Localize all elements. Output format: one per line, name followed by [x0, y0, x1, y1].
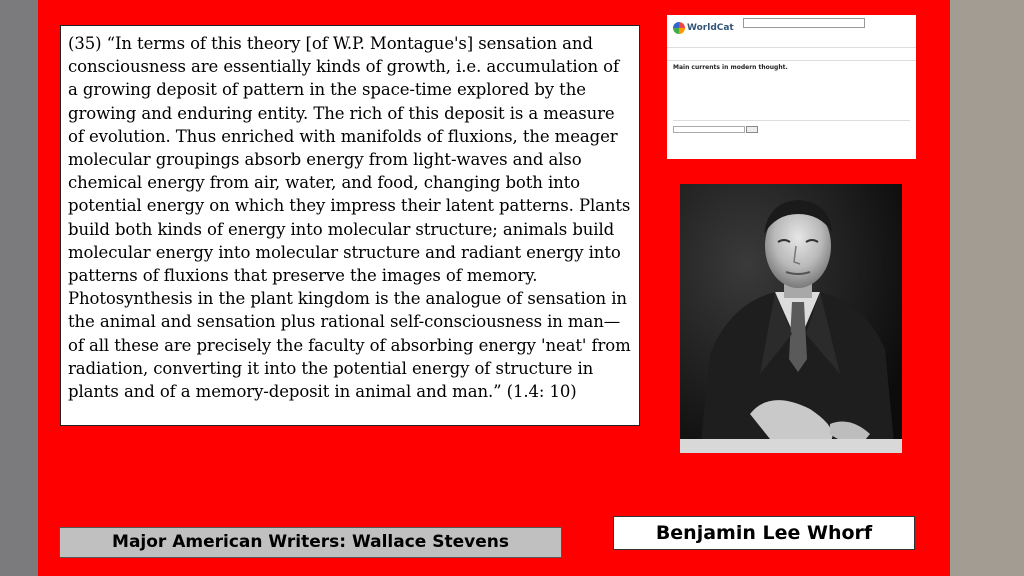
- worldcat-record-title: Main currents in modern thought.: [673, 64, 788, 71]
- quote-text: (35) “In terms of this theory [of W.P. Montague's] sensation and consciousness are essentially kinds of growth, i.e. accumulation of a growing deposit of pattern in the space-time explored by the growing and enduring entity. The rich of this deposit is a measure of evolution. Thus enriched with manifolds of fluxions, the meager molecular groupings absorb energy from light-waves and also chemical energy from air, water, and food, changing both into potential energy on which they impress their latent patterns. Plants build both kinds of energy into molecular structure; animals build molecular energy into molecular structure and radiant energy into patterns of fluxions that preserve the images of memory. Photosynthesis in the plant kingdom is the analogue of sensation in the animal and sensation plus rational self-consciousness in man—of all these are precisely the faculty of absorbing energy 'neat' from radiation, converting it into the potential energy of structure in plants and of a memory-deposit in animal and man.” (1.4: 10): [68, 34, 631, 402]
- worldcat-screenshot: [667, 15, 916, 159]
- quote-box: [60, 25, 640, 426]
- worldcat-search-box: [743, 18, 865, 28]
- right-margin: [950, 0, 1024, 576]
- portrait-photo: [680, 184, 902, 453]
- worldcat-search-footer: [673, 120, 910, 134]
- worldcat-record: [667, 61, 916, 137]
- worldcat-logo-text: WorldCat: [687, 23, 734, 33]
- course-caption: Major American Writers: Wallace Stevens: [59, 527, 562, 558]
- worldcat-globe-icon: [673, 22, 685, 34]
- worldcat-footer-input: [673, 126, 745, 133]
- worldcat-record-row: [673, 110, 910, 116]
- left-margin: [0, 0, 38, 576]
- worldcat-logo: [673, 19, 734, 41]
- worldcat-header: [667, 15, 916, 48]
- worldcat-toolbar: [667, 48, 916, 61]
- portrait-caption: Benjamin Lee Whorf: [613, 516, 915, 550]
- worldcat-footer-button: [746, 126, 758, 133]
